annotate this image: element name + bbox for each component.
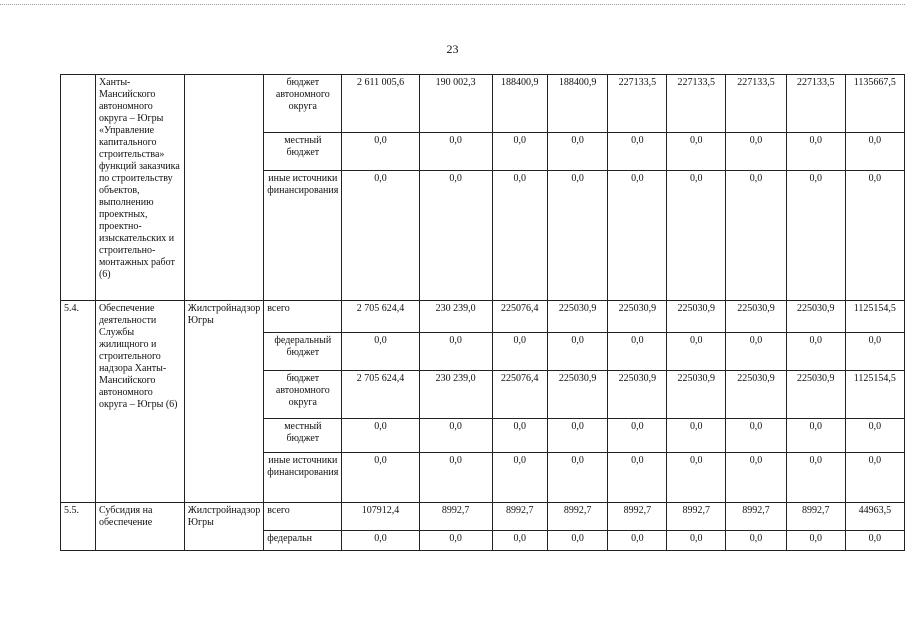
amount-cell: 225030,9 <box>786 301 845 333</box>
amount-cell: 190 002,3 <box>419 75 492 133</box>
amount-cell: 0,0 <box>342 419 419 453</box>
amount-cell: 0,0 <box>726 333 787 371</box>
executor <box>184 75 263 301</box>
amount-cell: 0,0 <box>419 133 492 171</box>
amount-cell: 0,0 <box>608 419 667 453</box>
amount-cell: 225030,9 <box>608 371 667 419</box>
row-number: 5.5. <box>61 503 96 551</box>
amount-cell: 0,0 <box>342 333 419 371</box>
funding-source-label: бюджет автономного округа <box>264 75 342 133</box>
amount-cell: 8992,7 <box>492 503 547 531</box>
amount-cell: 0,0 <box>608 133 667 171</box>
funding-source-label: всего <box>264 503 342 531</box>
funding-source-label: иные источники финансирования <box>264 453 342 503</box>
amount-cell: 188400,9 <box>547 75 608 133</box>
amount-cell: 44963,5 <box>845 503 904 531</box>
amount-cell: 0,0 <box>547 171 608 301</box>
amount-cell: 0,0 <box>667 171 726 301</box>
activity-name: Обеспечение деятельности Службы жилищного и строительного надзора Ханты-Мансийского автономного округа – Югры (6) <box>95 301 184 503</box>
funding-source-label: иные источники финансирования <box>264 171 342 301</box>
amount-cell: 0,0 <box>786 531 845 551</box>
amount-cell: 0,0 <box>786 453 845 503</box>
table-row <box>61 503 905 531</box>
page-number: 23 <box>446 42 459 56</box>
amount-cell: 0,0 <box>547 333 608 371</box>
amount-cell: 0,0 <box>342 531 419 551</box>
amount-cell: 225030,9 <box>608 301 667 333</box>
amount-cell: 0,0 <box>547 453 608 503</box>
amount-cell: 225030,9 <box>547 301 608 333</box>
amount-cell: 0,0 <box>492 133 547 171</box>
amount-cell: 227133,5 <box>608 75 667 133</box>
amount-cell: 225030,9 <box>547 371 608 419</box>
amount-cell: 0,0 <box>492 171 547 301</box>
amount-cell: 225076,4 <box>492 301 547 333</box>
executor: Жилстройнадзор Югры <box>184 503 263 551</box>
amount-cell: 0,0 <box>608 453 667 503</box>
amount-cell: 225030,9 <box>726 301 787 333</box>
amount-cell: 0,0 <box>492 531 547 551</box>
amount-cell: 0,0 <box>786 133 845 171</box>
funding-source-label: федеральный бюджет <box>264 333 342 371</box>
amount-cell: 8992,7 <box>786 503 845 531</box>
amount-cell: 0,0 <box>667 133 726 171</box>
amount-cell: 0,0 <box>667 453 726 503</box>
amount-cell: 0,0 <box>608 333 667 371</box>
amount-cell: 2 705 624,4 <box>342 301 419 333</box>
amount-cell: 0,0 <box>786 333 845 371</box>
amount-cell: 227133,5 <box>786 75 845 133</box>
amount-cell: 230 239,0 <box>419 301 492 333</box>
row-number <box>61 75 96 301</box>
amount-cell: 0,0 <box>608 531 667 551</box>
amount-cell: 230 239,0 <box>419 371 492 419</box>
amount-cell: 0,0 <box>845 531 904 551</box>
amount-cell: 0,0 <box>726 419 787 453</box>
amount-cell: 0,0 <box>492 419 547 453</box>
amount-cell: 0,0 <box>726 133 787 171</box>
amount-cell: 1135667,5 <box>845 75 904 133</box>
amount-cell: 225030,9 <box>726 371 787 419</box>
amount-cell: 0,0 <box>845 419 904 453</box>
amount-cell: 0,0 <box>547 133 608 171</box>
amount-cell: 225030,9 <box>667 371 726 419</box>
row-number: 5.4. <box>61 301 96 503</box>
amount-cell: 0,0 <box>845 133 904 171</box>
amount-cell: 225030,9 <box>667 301 726 333</box>
amount-cell: 0,0 <box>667 419 726 453</box>
amount-cell: 0,0 <box>419 171 492 301</box>
table-body <box>61 75 905 551</box>
amount-cell: 0,0 <box>845 333 904 371</box>
amount-cell: 0,0 <box>342 133 419 171</box>
amount-cell: 0,0 <box>492 333 547 371</box>
amount-cell: 1125154,5 <box>845 301 904 333</box>
activity-name: Субсидия на обеспечение <box>95 503 184 551</box>
funding-source-label: местный бюджет <box>264 419 342 453</box>
funding-source-label: федеральн <box>264 531 342 551</box>
amount-cell: 188400,9 <box>492 75 547 133</box>
amount-cell: 0,0 <box>419 333 492 371</box>
amount-cell: 0,0 <box>845 171 904 301</box>
amount-cell: 0,0 <box>419 453 492 503</box>
amount-cell: 0,0 <box>342 453 419 503</box>
amount-cell: 0,0 <box>667 531 726 551</box>
amount-cell: 0,0 <box>342 171 419 301</box>
funding-source-label: всего <box>264 301 342 333</box>
amount-cell: 0,0 <box>786 171 845 301</box>
amount-cell: 0,0 <box>492 453 547 503</box>
executor: Жилстройнадзор Югры <box>184 301 263 503</box>
amount-cell: 0,0 <box>726 171 787 301</box>
amount-cell: 0,0 <box>547 419 608 453</box>
amount-cell: 225030,9 <box>786 371 845 419</box>
amount-cell: 227133,5 <box>667 75 726 133</box>
amount-cell: 0,0 <box>419 419 492 453</box>
amount-cell: 0,0 <box>547 531 608 551</box>
amount-cell: 1125154,5 <box>845 371 904 419</box>
amount-cell: 225076,4 <box>492 371 547 419</box>
budget-table <box>60 74 905 551</box>
activity-name: Ханты-Мансийского автономного округа – Югры «Управление капитального строительства» функций заказчика по строительству объектов, выполнению проектных, проектно-изыскательских и строительно-монтажных работ (6) <box>95 75 184 301</box>
amount-cell: 8992,7 <box>547 503 608 531</box>
table-row <box>61 75 905 133</box>
amount-cell: 2 611 005,6 <box>342 75 419 133</box>
amount-cell: 227133,5 <box>726 75 787 133</box>
amount-cell: 107912,4 <box>342 503 419 531</box>
amount-cell: 0,0 <box>667 333 726 371</box>
amount-cell: 0,0 <box>726 453 787 503</box>
amount-cell: 8992,7 <box>667 503 726 531</box>
amount-cell: 8992,7 <box>608 503 667 531</box>
amount-cell: 0,0 <box>419 531 492 551</box>
amount-cell: 0,0 <box>786 419 845 453</box>
amount-cell: 0,0 <box>726 531 787 551</box>
funding-source-label: бюджет автономного округа <box>264 371 342 419</box>
amount-cell: 0,0 <box>608 171 667 301</box>
funding-source-label: местный бюджет <box>264 133 342 171</box>
amount-cell: 0,0 <box>845 453 904 503</box>
table-row <box>61 301 905 333</box>
amount-cell: 8992,7 <box>419 503 492 531</box>
scan-artifact-line <box>0 4 905 9</box>
amount-cell: 8992,7 <box>726 503 787 531</box>
amount-cell: 2 705 624,4 <box>342 371 419 419</box>
